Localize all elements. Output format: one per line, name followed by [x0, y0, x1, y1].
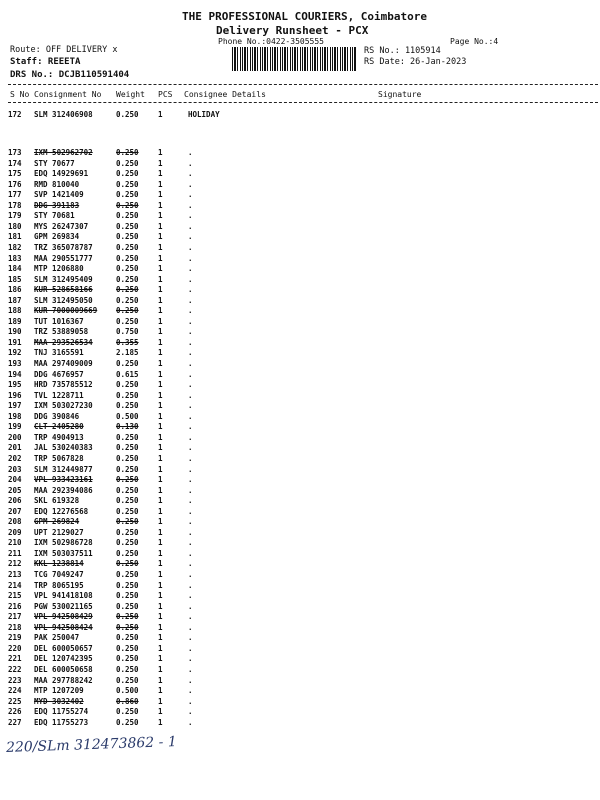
row-consignment-no: UPT 2129027 [34, 527, 84, 537]
row-pcs: 1 [158, 464, 163, 474]
row-pcs: 1 [158, 380, 163, 390]
row-consignment-no: EDQ 14929691 [34, 169, 89, 179]
row-sno: 188 [8, 306, 22, 316]
row-consignment-no: GPM 269824 [34, 517, 80, 527]
row-consignee-details: . [188, 717, 193, 727]
row-pcs: 1 [158, 390, 163, 400]
row-sno: 194 [8, 369, 22, 379]
row-weight: 0.250 [116, 253, 139, 263]
row-sno: 175 [8, 169, 22, 179]
row-consignee-details: . [188, 675, 193, 685]
row-pcs: 1 [158, 453, 163, 463]
col-weight: Weight [116, 90, 145, 99]
row-sno: 200 [8, 432, 22, 442]
row-weight: 0.250 [116, 221, 139, 231]
row-weight: 0.250 [116, 295, 139, 305]
row-consignee-details: . [188, 601, 193, 611]
row-sno: 174 [8, 158, 22, 168]
row-consignee-details: . [188, 200, 193, 210]
row-consignee-details: . [188, 169, 193, 179]
row-weight: 0.250 [116, 316, 139, 326]
col-signature: Signature [378, 90, 422, 99]
row-consignment-no: MAA 293526534 [34, 337, 93, 347]
row-weight: 0.355 [116, 337, 139, 347]
row-consignee-details: . [188, 643, 193, 653]
row-consignment-no: PAK 250047 [34, 633, 80, 643]
row-weight: 0.250 [116, 612, 139, 622]
row-sno: 185 [8, 274, 22, 284]
row-consignment-no: JAL 530240383 [34, 443, 93, 453]
drs-number: DRS No.: DCJB110591404 [10, 70, 130, 80]
row-sno: 179 [8, 211, 22, 221]
row-weight: 0.250 [116, 664, 139, 674]
row-sno: 177 [8, 190, 22, 200]
row-consignee-details: . [188, 432, 193, 442]
row-consignee-details: . [188, 485, 193, 495]
row-sno: 199 [8, 422, 22, 432]
row-pcs: 1 [158, 443, 163, 453]
row-sno: 180 [8, 221, 22, 231]
row-sno: 208 [8, 517, 22, 527]
row-consignment-no: KUR 528658166 [34, 285, 93, 295]
row-pcs: 1 [158, 211, 163, 221]
row-weight: 0.250 [116, 285, 139, 295]
row-sno: 211 [8, 548, 22, 558]
row-consignee-details: . [188, 348, 193, 358]
row-weight: 0.250 [116, 264, 139, 274]
row-weight: 0.500 [116, 411, 139, 421]
row-weight: 0.250 [116, 496, 139, 506]
row-pcs: 1 [158, 517, 163, 527]
row-pcs: 1 [158, 295, 163, 305]
row-consignee-details: . [188, 527, 193, 537]
row-consignee-details: . [188, 475, 193, 485]
row-consignee-details: . [188, 359, 193, 368]
row-weight: 0.250 [116, 169, 139, 179]
row-consignee-details: . [188, 411, 193, 421]
row-sno: 226 [8, 707, 22, 717]
row-pcs: 1 [158, 200, 163, 210]
row-sno: 222 [8, 664, 22, 674]
row-sno: 173 [8, 148, 22, 157]
row-weight: 0.250 [116, 591, 139, 601]
row-pcs: 1 [158, 169, 163, 179]
row-weight: 0.250 [116, 158, 139, 168]
row-weight: 0.250 [116, 380, 139, 390]
staff-label: Staff: REEETA [10, 57, 81, 67]
row-consignee-details: . [188, 580, 193, 590]
row-weight: 0.250 [116, 517, 139, 527]
row-sno: 195 [8, 380, 22, 390]
row-sno: 190 [8, 327, 22, 337]
row-weight: 0.250 [116, 359, 139, 368]
row-weight: 0.250 [116, 643, 139, 653]
row-consignment-no: DDG 390846 [34, 411, 80, 421]
row-consignee-details: . [188, 654, 193, 664]
row-consignee-details: . [188, 464, 193, 474]
row-weight: 0.250 [116, 190, 139, 200]
row-sno: 176 [8, 179, 22, 189]
header-divider-top [8, 84, 598, 85]
col-sno: S No [10, 90, 30, 99]
row-weight: 0.250 [116, 601, 139, 611]
row-consignee-details: . [188, 686, 193, 696]
row-pcs: 1 [158, 264, 163, 274]
row-consignment-no: MAA 297409009 [34, 359, 93, 368]
row-sno: 191 [8, 337, 22, 347]
row-weight: 0.250 [116, 274, 139, 284]
row-weight: 0.250 [116, 475, 139, 485]
row-pcs: 1 [158, 432, 163, 442]
row-consignment-no: SLM 312449877 [34, 464, 93, 474]
row-sno: 184 [8, 264, 22, 274]
row-consignment-no: EDQ 11755274 [34, 707, 89, 717]
row-pcs: 1 [158, 686, 163, 696]
row-consignment-no: DEL 600050658 [34, 664, 93, 674]
row-consignment-no: DEL 120742395 [34, 654, 93, 664]
row-pcs: 1 [158, 411, 163, 421]
row-consignment-no: IXM 502962702 [34, 148, 93, 157]
row-consignee-details: . [188, 422, 193, 432]
row-sno: 201 [8, 443, 22, 453]
row-consignment-no: TNJ 3165591 [34, 348, 84, 358]
row-weight: 0.250 [116, 675, 139, 685]
row-consignment-no: TRZ 365078787 [34, 242, 93, 252]
rs-number: RS No.: 1105914 [364, 46, 441, 56]
row-pcs: 1 [158, 643, 163, 653]
row-pcs: 1 [158, 148, 163, 157]
row-consignee-details: . [188, 148, 193, 157]
row-sno: 221 [8, 654, 22, 664]
row-consignee-details: . [188, 221, 193, 231]
row-consignment-no: SLM 312495409 [34, 274, 93, 284]
row-consignee-details: . [188, 190, 193, 200]
row-sno: 224 [8, 686, 22, 696]
row-consignment-no: DDG 391183 [34, 200, 80, 210]
row-weight: 0.250 [116, 306, 139, 316]
row-consignment-no: EDQ 11755273 [34, 717, 89, 727]
row-pcs: 1 [158, 570, 163, 579]
row-consignee-details: . [188, 443, 193, 453]
row-consignee-details: . [188, 696, 193, 706]
row-pcs: 1 [158, 242, 163, 252]
row-pcs: 1 [158, 274, 163, 284]
row-consignee-details: . [188, 633, 193, 643]
row-weight: 0.250 [116, 432, 139, 442]
row-consignment-no: SLM 312495050 [34, 295, 93, 305]
row-consignment-no: TRZ 53889058 [34, 327, 89, 337]
col-consignment: Consignment No [34, 90, 102, 99]
row-sno: 198 [8, 411, 22, 421]
row-pcs: 1 [158, 422, 163, 432]
row-weight: 0.250 [116, 485, 139, 495]
row-consignment-no: IXM 503027230 [34, 401, 93, 411]
row-weight: 0.250 [116, 464, 139, 474]
row-weight: 0.250 [116, 242, 139, 252]
row-sno: 212 [8, 559, 22, 569]
row-consignment-no: RMD 810040 [34, 179, 80, 189]
row-consignee-details: . [188, 401, 193, 411]
row-sno: 218 [8, 622, 22, 632]
row-pcs: 1 [158, 327, 163, 337]
row-consignee-details: . [188, 538, 193, 548]
row-weight: 0.250 [116, 453, 139, 463]
row-weight: 0.250 [116, 538, 139, 548]
row-consignee-details: . [188, 559, 193, 569]
row-consignee-details: . [188, 253, 193, 263]
row-pcs: 1 [158, 475, 163, 485]
row-weight: 0.250 [116, 622, 139, 632]
row-consignment-no: STY 70677 [34, 158, 75, 168]
row-consignment-no: SVP 1421409 [34, 190, 84, 200]
row-weight: 0.250 [116, 200, 139, 210]
row-consignee-details: . [188, 390, 193, 400]
row-sno: 227 [8, 717, 22, 727]
row-consignee-details: . [188, 211, 193, 221]
row-consignment-no: KKL 1238814 [34, 559, 84, 569]
row-consignment-no: SKL 619328 [34, 496, 80, 506]
header-divider-bottom [8, 102, 598, 103]
row-consignment-no: EDQ 12276568 [34, 506, 89, 516]
row-weight: 0.250 [116, 559, 139, 569]
row-weight: 0.250 [116, 401, 139, 411]
row-pcs: 1 [158, 580, 163, 590]
row-pcs: 1 [158, 496, 163, 506]
row-sno: 182 [8, 242, 22, 252]
row-consignee-details: . [188, 369, 193, 379]
row-sno: 183 [8, 253, 22, 263]
row-pcs: 1 [158, 633, 163, 643]
row-consignment-no: HRD 735785512 [34, 380, 93, 390]
row-consignment-no: TRP 8065195 [34, 580, 84, 590]
row-consignee-details: . [188, 380, 193, 390]
row-consignee-details: . [188, 295, 193, 305]
row-pcs: 1 [158, 369, 163, 379]
row-consignee-details: . [188, 306, 193, 316]
row-pcs: 1 [158, 654, 163, 664]
row-consignment-no: GPM 269834 [34, 232, 80, 242]
row-sno: 206 [8, 496, 22, 506]
row-sno: 187 [8, 295, 22, 305]
row-consignment-no: MYS 26247307 [34, 221, 89, 231]
row-consignee-details: . [188, 570, 193, 579]
row-sno: 225 [8, 696, 22, 706]
row-consignment-no: TVL 1228711 [34, 390, 84, 400]
row-pcs: 1 [158, 253, 163, 263]
row-pcs: 1 [158, 559, 163, 569]
row-weight: 0.250 [116, 717, 139, 727]
row-pcs: 1 [158, 612, 163, 622]
row-consignment-no: SLM 312406908 [34, 110, 93, 119]
row-sno: 220 [8, 643, 22, 653]
row-sno: 210 [8, 538, 22, 548]
row-weight: 0.250 [116, 548, 139, 558]
row-pcs: 1 [158, 707, 163, 717]
row-pcs: 1 [158, 601, 163, 611]
row-consignment-no: MTP 1206880 [34, 264, 84, 274]
row-sno: 219 [8, 633, 22, 643]
row-consignment-no: DDG 4676957 [34, 369, 84, 379]
row-weight: 0.500 [116, 686, 139, 696]
row-consignment-no: IXM 502986728 [34, 538, 93, 548]
row-pcs: 1 [158, 622, 163, 632]
row-pcs: 1 [158, 527, 163, 537]
row-weight: 0.250 [116, 506, 139, 516]
company-title: THE PROFESSIONAL COURIERS, Coimbatore [182, 10, 428, 23]
row-consignment-no: CLT 2405280 [34, 422, 84, 432]
row-pcs: 1 [158, 696, 163, 706]
row-sno: 196 [8, 390, 22, 400]
row-consignee-details: . [188, 232, 193, 242]
row-sno: 205 [8, 485, 22, 495]
row-consignee-details: . [188, 337, 193, 347]
row-consignment-no: VPL 933423161 [34, 475, 93, 485]
row-consignee-details: . [188, 264, 193, 274]
row-weight: 0.250 [116, 633, 139, 643]
row-consignment-no: TRP 4904913 [34, 432, 84, 442]
row-pcs: 1 [158, 359, 163, 368]
row-sno: 202 [8, 453, 22, 463]
row-sno: 186 [8, 285, 22, 295]
row-consignment-no: VPL 942508429 [34, 612, 93, 622]
row-pcs: 1 [158, 591, 163, 601]
row-consignee-details: HOLIDAY [188, 110, 220, 119]
row-consignment-no: DEL 600050657 [34, 643, 93, 653]
row-sno: 197 [8, 401, 22, 411]
row-consignment-no: STY 70681 [34, 211, 75, 221]
row-sno: 209 [8, 527, 22, 537]
row-consignment-no: MAA 297788242 [34, 675, 93, 685]
row-weight: 0.130 [116, 422, 139, 432]
row-consignment-no: KUR 7000009669 [34, 306, 98, 316]
row-consignment-no: VPL 942508424 [34, 622, 93, 632]
row-consignee-details: . [188, 179, 193, 189]
runsheet-subtitle: Delivery Runsheet - PCX [216, 24, 369, 37]
row-consignee-details: . [188, 453, 193, 463]
row-sno: 189 [8, 316, 22, 326]
row-weight: 0.860 [116, 696, 139, 706]
row-consignment-no: MAA 292394086 [34, 485, 93, 495]
row-pcs: 1 [158, 348, 163, 358]
row-weight: 0.250 [116, 654, 139, 664]
row-sno: 203 [8, 464, 22, 474]
rs-date: RS Date: 26-Jan-2023 [364, 57, 467, 67]
row-consignee-details: . [188, 517, 193, 527]
row-consignee-details: . [188, 664, 193, 674]
handwritten-note: 220/SLm 312473862 - 1 [5, 734, 177, 756]
row-consignee-details: . [188, 591, 193, 601]
row-sno: 204 [8, 475, 22, 485]
row-sno: 193 [8, 359, 22, 368]
row-weight: 0.250 [116, 443, 139, 453]
row-weight: 0.250 [116, 110, 139, 119]
row-pcs: 1 [158, 538, 163, 548]
row-consignment-no: TUT 1016367 [34, 316, 84, 326]
row-consignment-no: TRP 5067828 [34, 453, 84, 463]
row-consignee-details: . [188, 158, 193, 168]
row-pcs: 1 [158, 316, 163, 326]
col-consignee-details: Consignee Details [184, 90, 266, 99]
row-weight: 0.250 [116, 570, 139, 579]
row-consignee-details: . [188, 506, 193, 516]
row-consignment-no: MAA 290551777 [34, 253, 93, 263]
row-consignment-no: VPL 941418108 [34, 591, 93, 601]
row-pcs: 1 [158, 190, 163, 200]
row-pcs: 1 [158, 158, 163, 168]
row-pcs: 1 [158, 221, 163, 231]
row-weight: 0.250 [116, 211, 139, 221]
row-pcs: 1 [158, 675, 163, 685]
row-weight: 0.250 [116, 707, 139, 717]
row-sno: 223 [8, 675, 22, 685]
row-pcs: 1 [158, 179, 163, 189]
barcode-image [232, 47, 356, 71]
row-weight: 0.250 [116, 580, 139, 590]
row-consignment-no: PGW 530021165 [34, 601, 93, 611]
page-number: Page No.:4 [450, 37, 499, 46]
route-label: Route: OFF DELIVERY x [10, 45, 118, 55]
row-consignment-no: TCG 7049247 [34, 570, 84, 579]
row-pcs: 1 [158, 401, 163, 411]
row-pcs: 1 [158, 306, 163, 316]
row-weight: 0.250 [116, 390, 139, 400]
row-sno: 172 [8, 110, 22, 119]
row-pcs: 1 [158, 232, 163, 242]
row-pcs: 1 [158, 717, 163, 727]
row-consignee-details: . [188, 285, 193, 295]
row-weight: 2.185 [116, 348, 139, 358]
row-consignee-details: . [188, 707, 193, 717]
row-weight: 0.615 [116, 369, 139, 379]
row-pcs: 1 [158, 664, 163, 674]
col-pcs: PCS [158, 90, 173, 99]
row-consignee-details: . [188, 327, 193, 337]
row-pcs: 1 [158, 548, 163, 558]
row-weight: 0.250 [116, 527, 139, 537]
row-consignee-details: . [188, 242, 193, 252]
row-sno: 214 [8, 580, 22, 590]
row-weight: 0.250 [116, 148, 139, 157]
row-sno: 217 [8, 612, 22, 622]
row-sno: 192 [8, 348, 22, 358]
row-sno: 213 [8, 570, 22, 579]
row-consignee-details: . [188, 496, 193, 506]
row-consignee-details: . [188, 274, 193, 284]
row-consignment-no: MTP 1207209 [34, 686, 84, 696]
row-consignment-no: MYD 3032402 [34, 696, 84, 706]
row-sno: 181 [8, 232, 22, 242]
row-consignee-details: . [188, 622, 193, 632]
row-pcs: 1 [158, 485, 163, 495]
row-consignee-details: . [188, 316, 193, 326]
phone-number: Phone No.:0422-3505555 [218, 37, 324, 46]
row-pcs: 1 [158, 285, 163, 295]
row-sno: 207 [8, 506, 22, 516]
row-sno: 178 [8, 200, 22, 210]
row-consignee-details: . [188, 548, 193, 558]
row-weight: 0.250 [116, 179, 139, 189]
row-weight: 0.250 [116, 232, 139, 242]
row-consignee-details: . [188, 612, 193, 622]
row-consignment-no: IXM 503037511 [34, 548, 93, 558]
row-pcs: 1 [158, 110, 163, 119]
row-pcs: 1 [158, 337, 163, 347]
row-sno: 216 [8, 601, 22, 611]
row-sno: 215 [8, 591, 22, 601]
row-pcs: 1 [158, 506, 163, 516]
row-weight: 0.750 [116, 327, 139, 337]
